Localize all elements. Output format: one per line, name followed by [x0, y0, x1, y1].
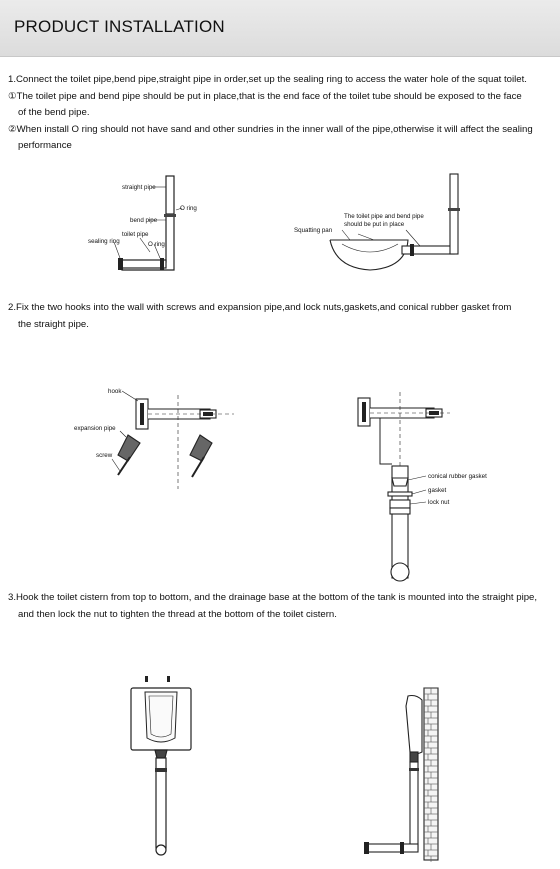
label-straight-pipe: straight pipe — [122, 184, 156, 191]
label-lock-nut: lock nut — [428, 499, 450, 506]
cistern-side-wall-diagram — [360, 686, 450, 862]
step-1-text — [8, 72, 556, 155]
label-o-ring: O ring — [180, 205, 197, 212]
step-3-text — [8, 590, 556, 623]
step-1-line-1: 1.Connect the toilet pipe,bend pipe,straight pipe in order,set up the sealing ring to access the water hole of the squat toilet. — [8, 74, 527, 85]
step-2-line-2: the straight pipe. — [18, 318, 89, 330]
pipe-assembly-diagram — [80, 170, 230, 280]
label-screw: screw — [96, 452, 113, 459]
title-bar — [0, 0, 560, 57]
label-toilet-pipe: toilet pipe — [122, 231, 149, 238]
label-expansion-pipe: expansion pipe — [74, 425, 116, 432]
label-conical-rubber-gasket: conical rubber gasket — [428, 473, 487, 480]
label-squatting-pan: Squatting pan — [294, 227, 333, 234]
step-3-line-1: 3.Hook the toilet cistern from top to bottom, and the drainage base at the bottom of the tank is mounted into the straight pipe, — [8, 592, 538, 603]
label-o-ring-2: O ring — [148, 241, 165, 248]
straight-pipe-gasket-diagram — [350, 388, 540, 588]
hook-fixing-diagram — [70, 385, 250, 495]
step-1-line-4: ②When install O ring should not have sand and other sundries in the inner wall of the pipe,otherwise it will affect the sealing — [8, 123, 533, 135]
label-note-line-2: should be put in place — [344, 221, 405, 228]
label-hook: hook — [108, 388, 122, 395]
squatting-pan-diagram — [290, 168, 480, 278]
label-note-line-1: The toilet pipe and bend pipe — [344, 213, 424, 220]
step-1-line-5: performance — [18, 140, 72, 151]
step-1-line-2: ①The toilet pipe and bend pipe should be put in place,that is the end face of the toilet tube should be exposed to the face — [8, 90, 522, 102]
step-3-line-2: and then lock the nut to tighten the thread at the bottom of the toilet cistern. — [18, 608, 337, 620]
page-title: PRODUCT INSTALLATION — [14, 17, 225, 36]
step-2-line-1: 2.Fix the two hooks into the wall with screws and expansion pipe,and lock nuts,gaskets,and conical rubber gasket from — [8, 302, 512, 313]
step-1-line-3: of the bend pipe. — [18, 107, 90, 118]
label-bend-pipe: bend pipe — [130, 217, 158, 224]
label-sealing-ring: sealing ring — [88, 238, 120, 245]
cistern-front-diagram — [125, 676, 205, 858]
step-2-text — [8, 300, 556, 333]
label-gasket: gasket — [428, 487, 447, 494]
